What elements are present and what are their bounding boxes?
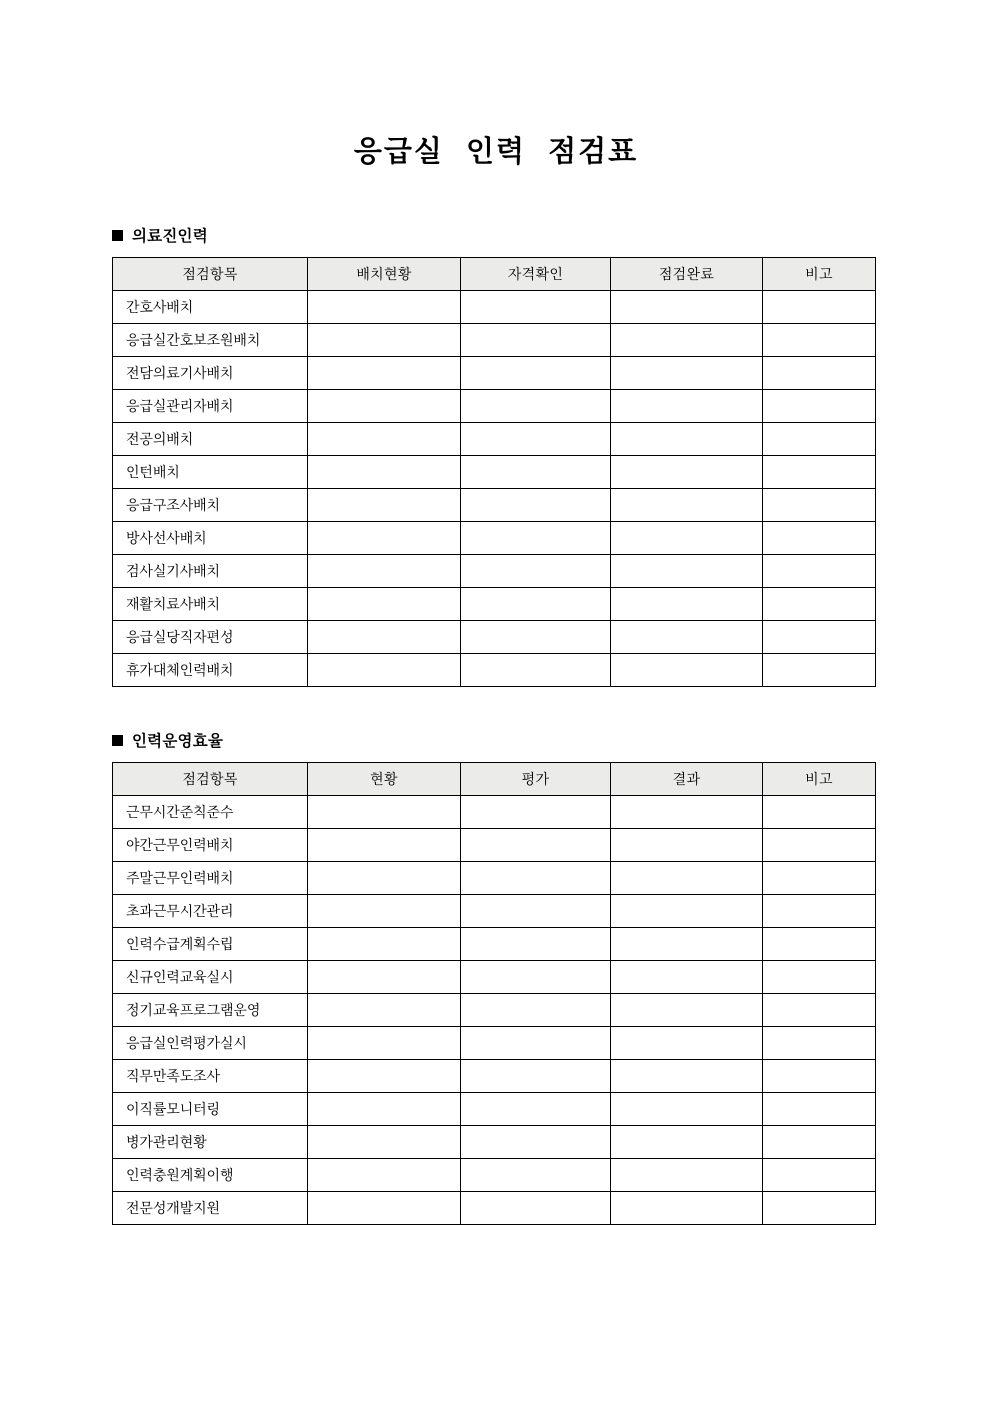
workforce-efficiency-table-body	[113, 796, 876, 1225]
column-header-status: 배치현황	[308, 258, 461, 291]
row-note-cell[interactable]	[763, 1027, 876, 1060]
row-complete-cell[interactable]	[611, 423, 763, 456]
row-item-label: 직무만족도조사	[113, 1060, 308, 1093]
row-item-label: 응급실관리자배치	[113, 390, 308, 423]
column-header-note: 비고	[763, 258, 876, 291]
table-row	[113, 994, 876, 1027]
row-item-label: 응급실당직자편성	[113, 621, 308, 654]
table-row	[113, 1126, 876, 1159]
row-current-cell[interactable]	[308, 1192, 461, 1225]
row-note-cell[interactable]	[763, 895, 876, 928]
section-heading-label: 인력운영효율	[132, 732, 224, 751]
row-qualification-cell[interactable]	[461, 291, 611, 324]
row-item-label: 응급구조사배치	[113, 489, 308, 522]
row-note-cell[interactable]	[763, 829, 876, 862]
row-current-cell[interactable]	[308, 994, 461, 1027]
table-row	[113, 862, 876, 895]
row-complete-cell[interactable]	[611, 489, 763, 522]
section-heading-label: 의료진인력	[132, 227, 208, 246]
row-status-cell[interactable]	[308, 456, 461, 489]
column-header-item: 점검항목	[113, 258, 308, 291]
row-evaluation-cell[interactable]	[461, 796, 611, 829]
row-result-cell[interactable]	[611, 994, 763, 1027]
table-row	[113, 1027, 876, 1060]
section-workforce-efficiency	[0, 687, 992, 1225]
row-complete-cell[interactable]	[611, 588, 763, 621]
row-current-cell[interactable]	[308, 928, 461, 961]
row-current-cell[interactable]	[308, 796, 461, 829]
table-row	[113, 1159, 876, 1192]
row-note-cell[interactable]	[763, 522, 876, 555]
row-item-label: 응급실인력평가실시	[113, 1027, 308, 1060]
column-header-qualification: 자격확인	[461, 258, 611, 291]
row-current-cell[interactable]	[308, 961, 461, 994]
row-note-cell[interactable]	[763, 1192, 876, 1225]
row-evaluation-cell[interactable]	[461, 961, 611, 994]
row-item-label: 전문성개발지원	[113, 1192, 308, 1225]
row-result-cell[interactable]	[611, 961, 763, 994]
row-evaluation-cell[interactable]	[461, 895, 611, 928]
row-note-cell[interactable]	[763, 1093, 876, 1126]
row-status-cell[interactable]	[308, 291, 461, 324]
row-note-cell[interactable]	[763, 1060, 876, 1093]
row-note-cell[interactable]	[763, 1159, 876, 1192]
row-note-cell[interactable]	[763, 961, 876, 994]
row-current-cell[interactable]	[308, 1027, 461, 1060]
row-evaluation-cell[interactable]	[461, 1027, 611, 1060]
row-current-cell[interactable]	[308, 1126, 461, 1159]
row-note-cell[interactable]	[763, 324, 876, 357]
column-header-evaluation: 평가	[461, 763, 611, 796]
row-qualification-cell[interactable]	[461, 522, 611, 555]
row-result-cell[interactable]	[611, 928, 763, 961]
table-row	[113, 928, 876, 961]
row-result-cell[interactable]	[611, 895, 763, 928]
section-medical-staff	[0, 169, 992, 687]
row-note-cell[interactable]	[763, 357, 876, 390]
row-qualification-cell[interactable]	[461, 621, 611, 654]
row-qualification-cell[interactable]	[461, 423, 611, 456]
table-header-row	[113, 258, 876, 291]
row-result-cell[interactable]	[611, 796, 763, 829]
row-evaluation-cell[interactable]	[461, 862, 611, 895]
column-header-complete: 점검완료	[611, 258, 763, 291]
table-row	[113, 961, 876, 994]
square-bullet-icon	[112, 735, 123, 746]
row-item-label: 간호사배치	[113, 291, 308, 324]
row-complete-cell[interactable]	[611, 654, 763, 687]
row-result-cell[interactable]	[611, 1093, 763, 1126]
row-qualification-cell[interactable]	[461, 390, 611, 423]
row-evaluation-cell[interactable]	[461, 1192, 611, 1225]
row-complete-cell[interactable]	[611, 522, 763, 555]
row-complete-cell[interactable]	[611, 390, 763, 423]
table-row	[113, 588, 876, 621]
row-status-cell[interactable]	[308, 654, 461, 687]
row-status-cell[interactable]	[308, 390, 461, 423]
row-status-cell[interactable]	[308, 324, 461, 357]
row-evaluation-cell[interactable]	[461, 1159, 611, 1192]
row-qualification-cell[interactable]	[461, 588, 611, 621]
column-header-note: 비고	[763, 763, 876, 796]
row-note-cell[interactable]	[763, 654, 876, 687]
row-result-cell[interactable]	[611, 1159, 763, 1192]
row-note-cell[interactable]	[763, 796, 876, 829]
row-qualification-cell[interactable]	[461, 489, 611, 522]
row-item-label: 검사실기사배치	[113, 555, 308, 588]
row-item-label: 휴가대체인력배치	[113, 654, 308, 687]
column-header-item: 점검항목	[113, 763, 308, 796]
row-item-label: 초과근무시간관리	[113, 895, 308, 928]
row-status-cell[interactable]	[308, 357, 461, 390]
row-note-cell[interactable]	[763, 390, 876, 423]
row-complete-cell[interactable]	[611, 357, 763, 390]
row-item-label: 재활치료사배치	[113, 588, 308, 621]
row-complete-cell[interactable]	[611, 456, 763, 489]
row-result-cell[interactable]	[611, 1192, 763, 1225]
row-evaluation-cell[interactable]	[461, 928, 611, 961]
row-current-cell[interactable]	[308, 1159, 461, 1192]
row-current-cell[interactable]	[308, 1093, 461, 1126]
row-item-label: 정기교육프로그램운영	[113, 994, 308, 1027]
medical-staff-table-body	[113, 291, 876, 687]
row-status-cell[interactable]	[308, 621, 461, 654]
row-note-cell[interactable]	[763, 621, 876, 654]
row-note-cell[interactable]	[763, 1126, 876, 1159]
row-evaluation-cell[interactable]	[461, 1093, 611, 1126]
row-note-cell[interactable]	[763, 456, 876, 489]
row-current-cell[interactable]	[308, 829, 461, 862]
row-status-cell[interactable]	[308, 588, 461, 621]
table-row	[113, 895, 876, 928]
table-row	[113, 1093, 876, 1126]
row-item-label: 이직률모니터링	[113, 1093, 308, 1126]
row-qualification-cell[interactable]	[461, 456, 611, 489]
row-current-cell[interactable]	[308, 895, 461, 928]
row-note-cell[interactable]	[763, 555, 876, 588]
table-row	[113, 456, 876, 489]
row-status-cell[interactable]	[308, 423, 461, 456]
table-row	[113, 423, 876, 456]
row-item-label: 인력수급계획수립	[113, 928, 308, 961]
row-evaluation-cell[interactable]	[461, 1060, 611, 1093]
row-result-cell[interactable]	[611, 1027, 763, 1060]
row-item-label: 전담의료기사배치	[113, 357, 308, 390]
table-row	[113, 654, 876, 687]
medical-staff-table	[112, 257, 876, 687]
table-row	[113, 1060, 876, 1093]
row-note-cell[interactable]	[763, 588, 876, 621]
row-note-cell[interactable]	[763, 862, 876, 895]
row-item-label: 야간근무인력배치	[113, 829, 308, 862]
row-evaluation-cell[interactable]	[461, 1126, 611, 1159]
section-heading-medical-staff	[112, 224, 992, 246]
row-item-label: 전공의배치	[113, 423, 308, 456]
table-row	[113, 555, 876, 588]
table-row	[113, 291, 876, 324]
table-row	[113, 796, 876, 829]
table-row	[113, 829, 876, 862]
table-header-row	[113, 763, 876, 796]
table-row	[113, 1192, 876, 1225]
page-title: 응급실 인력 점검표	[353, 134, 639, 168]
row-result-cell[interactable]	[611, 829, 763, 862]
square-bullet-icon	[112, 230, 123, 241]
row-note-cell[interactable]	[763, 291, 876, 324]
row-item-label: 방사선사배치	[113, 522, 308, 555]
row-evaluation-cell[interactable]	[461, 829, 611, 862]
row-item-label: 근무시간준칙준수	[113, 796, 308, 829]
table-row	[113, 621, 876, 654]
row-complete-cell[interactable]	[611, 324, 763, 357]
row-qualification-cell[interactable]	[461, 357, 611, 390]
row-result-cell[interactable]	[611, 1126, 763, 1159]
table-row	[113, 522, 876, 555]
table-row	[113, 390, 876, 423]
section-heading-workforce-efficiency	[112, 729, 992, 751]
row-qualification-cell[interactable]	[461, 324, 611, 357]
row-current-cell[interactable]	[308, 1060, 461, 1093]
row-current-cell[interactable]	[308, 862, 461, 895]
column-header-current: 현황	[308, 763, 461, 796]
row-complete-cell[interactable]	[611, 555, 763, 588]
row-complete-cell[interactable]	[611, 621, 763, 654]
row-item-label: 응급실간호보조원배치	[113, 324, 308, 357]
table-row	[113, 489, 876, 522]
row-item-label: 신규인력교육실시	[113, 961, 308, 994]
row-result-cell[interactable]	[611, 1060, 763, 1093]
row-note-cell[interactable]	[763, 489, 876, 522]
row-complete-cell[interactable]	[611, 291, 763, 324]
row-item-label: 인력충원계획이행	[113, 1159, 308, 1192]
workforce-efficiency-table	[112, 762, 876, 1225]
row-note-cell[interactable]	[763, 928, 876, 961]
row-result-cell[interactable]	[611, 862, 763, 895]
row-evaluation-cell[interactable]	[461, 994, 611, 1027]
table-row	[113, 324, 876, 357]
row-qualification-cell[interactable]	[461, 654, 611, 687]
row-status-cell[interactable]	[308, 555, 461, 588]
row-item-label: 병가관리현황	[113, 1126, 308, 1159]
row-item-label: 주말근무인력배치	[113, 862, 308, 895]
table-row	[113, 357, 876, 390]
row-status-cell[interactable]	[308, 489, 461, 522]
row-note-cell[interactable]	[763, 994, 876, 1027]
row-note-cell[interactable]	[763, 423, 876, 456]
row-item-label: 인턴배치	[113, 456, 308, 489]
row-qualification-cell[interactable]	[461, 555, 611, 588]
row-status-cell[interactable]	[308, 522, 461, 555]
column-header-result: 결과	[611, 763, 763, 796]
